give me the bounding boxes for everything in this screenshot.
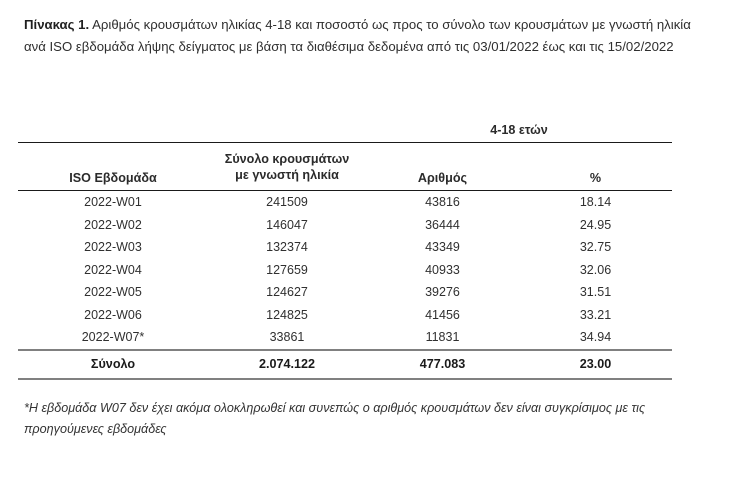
- header-total-known-age: [208, 143, 366, 191]
- cell-week: 2022-W02: [84, 217, 142, 232]
- cell-percent: 24.95: [579, 217, 612, 232]
- cell-week: 2022-W05: [84, 285, 142, 300]
- cases-by-age-table: [18, 117, 672, 380]
- cell-percent: 32.06: [579, 262, 612, 277]
- cell-number: 43349: [425, 240, 460, 255]
- cell-week: 2022-W06: [84, 307, 142, 322]
- table-total-row: [18, 350, 672, 379]
- header-total-known-age-line2: με γνωστή ηλικία: [235, 167, 339, 182]
- header-number: Αριθμός: [366, 143, 519, 191]
- table-row: [18, 304, 672, 327]
- cell-total-known-age: 127659: [266, 262, 308, 277]
- table-row: [18, 281, 672, 304]
- total-known-age: 2.074.122: [208, 350, 366, 379]
- table-body: [18, 191, 672, 379]
- total-number: 477.083: [366, 350, 519, 379]
- table-row: [18, 236, 672, 259]
- cell-number: 43816: [425, 195, 460, 210]
- cell-percent: 34.94: [579, 330, 612, 345]
- table-caption-text: Αριθμός κρουσμάτων ηλικίας 4-18 και ποσοστό ως προς το σύνολο των κρουσμάτων με γνωστή ηλικία ανά ISO εβδομάδα λήψης δείγματος με βάση τα διαθέσιμα δεδομένα από τις 03/01/2022 έως και τις 15/02/2022: [24, 17, 691, 54]
- cell-number: 36444: [425, 217, 460, 232]
- header-iso-week: ISO Εβδομάδα: [18, 143, 208, 191]
- total-label: Σύνολο: [18, 350, 208, 379]
- table-row: [18, 326, 672, 350]
- header-total-known-age-line1: Σύνολο κρουσμάτων: [224, 151, 350, 166]
- cell-total-known-age: 241509: [266, 195, 308, 210]
- header-percent: %: [519, 143, 672, 191]
- cell-week: 2022-W01: [84, 195, 142, 210]
- table-caption: [24, 14, 714, 58]
- header-blank-total: [208, 117, 366, 143]
- cell-percent: 33.21: [579, 307, 612, 322]
- table-head: [18, 117, 672, 191]
- cell-total-known-age: 146047: [266, 217, 308, 232]
- cell-total-known-age: 33861: [269, 330, 305, 345]
- cell-percent: 32.75: [579, 240, 612, 255]
- cell-week: 2022-W04: [84, 262, 142, 277]
- table-caption-label: Πίνακας 1.: [24, 17, 90, 32]
- total-percent: 23.00: [519, 350, 672, 379]
- table-row: [18, 259, 672, 282]
- cell-number: 41456: [425, 307, 460, 322]
- cell-total-known-age: 132374: [266, 240, 308, 255]
- table-footnote: *Η εβδομάδα W07 δεν έχει ακόμα ολοκληρωθεί και συνεπώς ο αριθμός κρουσμάτων δεν είναι συγκρίσιμος με τις προηγούμενες εβδομάδες: [24, 401, 646, 436]
- cell-total-known-age: 124627: [266, 285, 308, 300]
- cell-week: 2022-W07*: [81, 330, 145, 345]
- table-header-group-row: [18, 117, 672, 143]
- cell-number: 11831: [425, 330, 460, 345]
- table-container: [18, 117, 672, 380]
- cell-percent: 31.51: [579, 285, 612, 300]
- table-row: [18, 191, 672, 214]
- cell-total-known-age: 124825: [266, 307, 308, 322]
- header-blank-week: [18, 117, 208, 143]
- header-group-age-range: 4-18 ετών: [366, 117, 672, 143]
- table-header-columns-row: [18, 143, 672, 191]
- cell-week: 2022-W03: [84, 240, 142, 255]
- cell-percent: 18.14: [579, 195, 612, 210]
- cell-number: 39276: [425, 285, 460, 300]
- cell-number: 40933: [425, 262, 460, 277]
- table-row: [18, 214, 672, 237]
